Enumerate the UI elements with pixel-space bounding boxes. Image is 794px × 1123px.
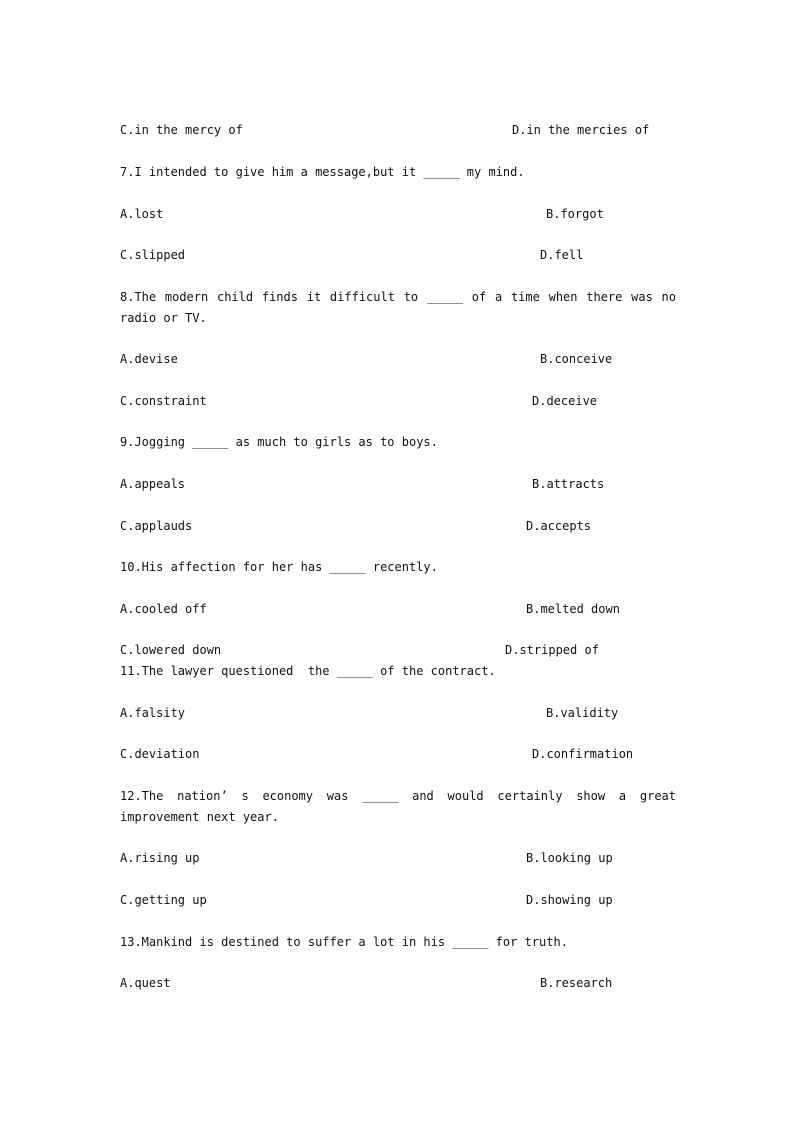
- question-12: 12.The nation’ s economy was _____ and would certainly show a great improvement next year.: [120, 789, 676, 824]
- question-9: 9.Jogging _____ as much to girls as to boys.: [120, 435, 438, 449]
- option-q8-b: B.conceive: [540, 352, 613, 366]
- option-q6-d: D.in the mercies of: [512, 123, 650, 137]
- option-q8-c: C.constraint: [120, 394, 207, 408]
- option-q10-c: C.lowered down: [120, 643, 222, 657]
- option-q12-b: B.looking up: [526, 851, 613, 865]
- option-q7-b: B.forgot: [546, 207, 604, 221]
- option-q7-d: D.fell: [540, 248, 584, 262]
- question-10: 10.His affection for her has _____ recently.: [120, 560, 438, 574]
- option-q8-a: A.devise: [120, 352, 178, 366]
- question-13: 13.Mankind is destined to suffer a lot in his _____ for truth.: [120, 935, 568, 949]
- question-8: 8.The modern child finds it difficult to _____ of a time when there was no radio or TV.: [120, 290, 676, 325]
- option-q12-d: D.showing up: [526, 893, 613, 907]
- option-q11-d: D.confirmation: [532, 747, 634, 761]
- option-q9-b: B.attracts: [532, 477, 605, 491]
- option-q11-a: A.falsity: [120, 706, 186, 720]
- option-q10-b: B.melted down: [526, 602, 620, 616]
- option-q7-c: C.slipped: [120, 248, 186, 262]
- option-q12-c: C.getting up: [120, 893, 207, 907]
- option-q11-c: C.deviation: [120, 747, 200, 761]
- question-11: 11.The lawyer questioned the _____ of the contract.: [120, 664, 496, 678]
- option-q11-b: B.validity: [546, 706, 619, 720]
- option-q13-a: A.quest: [120, 976, 171, 990]
- question-7: 7.I intended to give him a message,but it _____ my mind.: [120, 165, 525, 179]
- option-q9-a: A.appeals: [120, 477, 186, 491]
- option-q6-c: C.in the mercy of: [120, 123, 243, 137]
- option-q7-a: A.lost: [120, 207, 164, 221]
- option-q10-a: A.cooled off: [120, 602, 207, 616]
- option-q8-d: D.deceive: [532, 394, 598, 408]
- option-q12-a: A.rising up: [120, 851, 200, 865]
- option-q9-d: D.accepts: [526, 519, 592, 533]
- option-q9-c: C.applauds: [120, 519, 193, 533]
- option-q13-b: B.research: [540, 976, 613, 990]
- option-q10-d: D.stripped of: [505, 643, 599, 657]
